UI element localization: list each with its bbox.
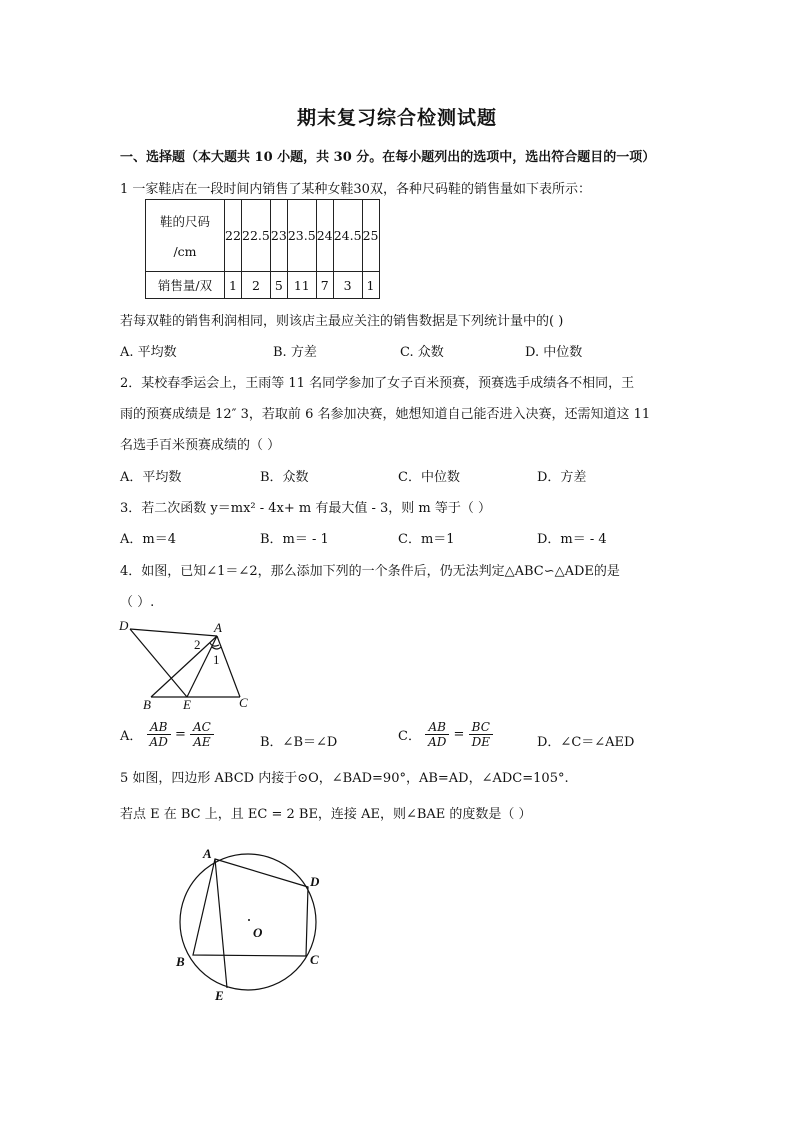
circle-figure [170,840,340,1010]
q1-option-c[interactable]: C. 众数 [400,345,444,360]
section-heading: 一、选择题（本大题共 10 小题，共 30 分。在每小题列出的选项中，选出符合题目的一项） [120,150,656,165]
size-cell: 23.5 [287,200,316,272]
size-cell: 24.5 [333,200,362,272]
label-d: D [310,874,320,889]
center-point [248,919,250,921]
q2-line3: 名选手百米预赛成绩的（ ） [120,438,281,453]
page-title: 期末复习综合检测试题 [296,107,497,129]
sales-cell: 1 [362,272,379,299]
label-c: C [310,952,319,967]
q1-option-b[interactable]: B. 方差 [273,345,317,360]
size-cell: 25 [362,200,379,272]
label-1: 1 [213,652,220,667]
label-d: D [119,618,129,633]
size-header-line1: 鞋的尺码 [159,214,210,229]
q2-option-d[interactable]: D．方差 [537,470,587,485]
numerator: AC [190,720,214,735]
q3-stem: 3．若二次函数 y＝mx² - 4x+ m 有最大值 - 3，则 m 等于（ ） [120,501,492,516]
q4-option-c[interactable] [398,720,493,749]
q2-line2: 雨的预赛成绩是 12″ 3，若取前 6 名参加决赛，她想知道自己能否进入决赛，还需知道这 11 [120,407,651,422]
q5-line1: 5 如图，四边形 ABCD 内接于⊙O，∠BAD=90°，AB=AD，∠ADC=105°. [120,771,569,786]
sales-cell: 5 [270,272,287,299]
q3-option-a[interactable]: A．m＝4 [120,532,176,547]
numerator: AB [425,720,449,735]
q4-line2: （ ）. [120,595,155,610]
quadrilateral-abcd [193,859,308,956]
label-o: O [253,925,263,940]
sales-header-cell: 销售量/双 [146,272,225,299]
segment-ae [215,859,227,988]
q4-option-a[interactable] [120,720,214,749]
equals-sign: = [453,727,465,742]
q1-stem: 1 一家鞋店在一段时间内销售了某种女鞋30双，各种尺码鞋的销售量如下表所示： [120,182,591,197]
q1-option-d[interactable]: D. 中位数 [525,345,583,360]
equals-sign: = [174,727,186,742]
sales-cell: 11 [287,272,316,299]
label-b: B [176,954,185,969]
q5-line2: 若点 E 在 BC 上，且 EC = 2 BE，连接 AE，则∠BAE 的度数是（ ） [120,807,532,822]
denominator: AE [193,735,211,749]
q3-option-d[interactable]: D．m＝ - 4 [537,532,607,547]
size-header-line2: /cm [173,244,197,259]
size-cell: 23 [270,200,287,272]
q2-option-b[interactable]: B．众数 [260,470,309,485]
q4-line1: 4．如图，已知∠1＝∠2，那么添加下列的一个条件后，仍无法判定△ABC∽△ADE的是 [120,564,620,579]
label-b: B [143,697,151,712]
fraction [190,720,214,749]
fraction [469,720,493,749]
sales-cell: 7 [316,272,333,299]
size-header-cell [146,200,225,272]
denominator: AD [149,735,168,749]
sales-cell: 2 [242,272,271,299]
q3-option-b[interactable]: B．m＝ - 1 [260,532,329,547]
size-cell: 24 [316,200,333,272]
size-cell: 22 [225,200,242,272]
fraction [425,720,449,749]
fraction [147,720,171,749]
denominator: AD [428,735,447,749]
segment-de [130,629,187,697]
label-e: E [183,697,191,712]
q4-option-b[interactable]: B．∠B＝∠D [260,735,338,750]
angle-2-arc [210,643,219,646]
q1-question: 若每双鞋的销售利润相同，则该店主最应关注的销售数据是下列统计量中的( ) [120,314,564,329]
q2-option-a[interactable]: A．平均数 [120,470,182,485]
q2-line1: 2．某校春季运会上，王雨等 11 名同学参加了女子百米预赛，预赛选手成绩各不相同，王 [120,376,635,391]
segment-ac [217,636,240,697]
option-prefix: C． [398,729,421,744]
q1-option-a[interactable]: A. 平均数 [120,345,177,360]
label-a: A [214,620,222,635]
q4-option-d[interactable]: D．∠C＝∠AED [537,735,635,750]
numerator: BC [469,720,493,735]
sales-cell: 1 [225,272,242,299]
label-a: A [203,846,212,861]
shoe-size-table [145,199,380,299]
denominator: DE [471,735,490,749]
numerator: AB [147,720,171,735]
q2-option-c[interactable]: C．中位数 [398,470,460,485]
angle-1-arc [212,647,221,649]
q3-option-c[interactable]: C．m＝1 [398,532,455,547]
triangle-figure [115,617,260,712]
sales-cell: 3 [333,272,362,299]
segment-da [130,629,217,636]
label-2: 2 [194,637,201,652]
label-c: C [239,695,248,710]
size-cell: 22.5 [242,200,271,272]
label-e: E [215,988,224,1003]
option-prefix: A． [120,729,143,744]
